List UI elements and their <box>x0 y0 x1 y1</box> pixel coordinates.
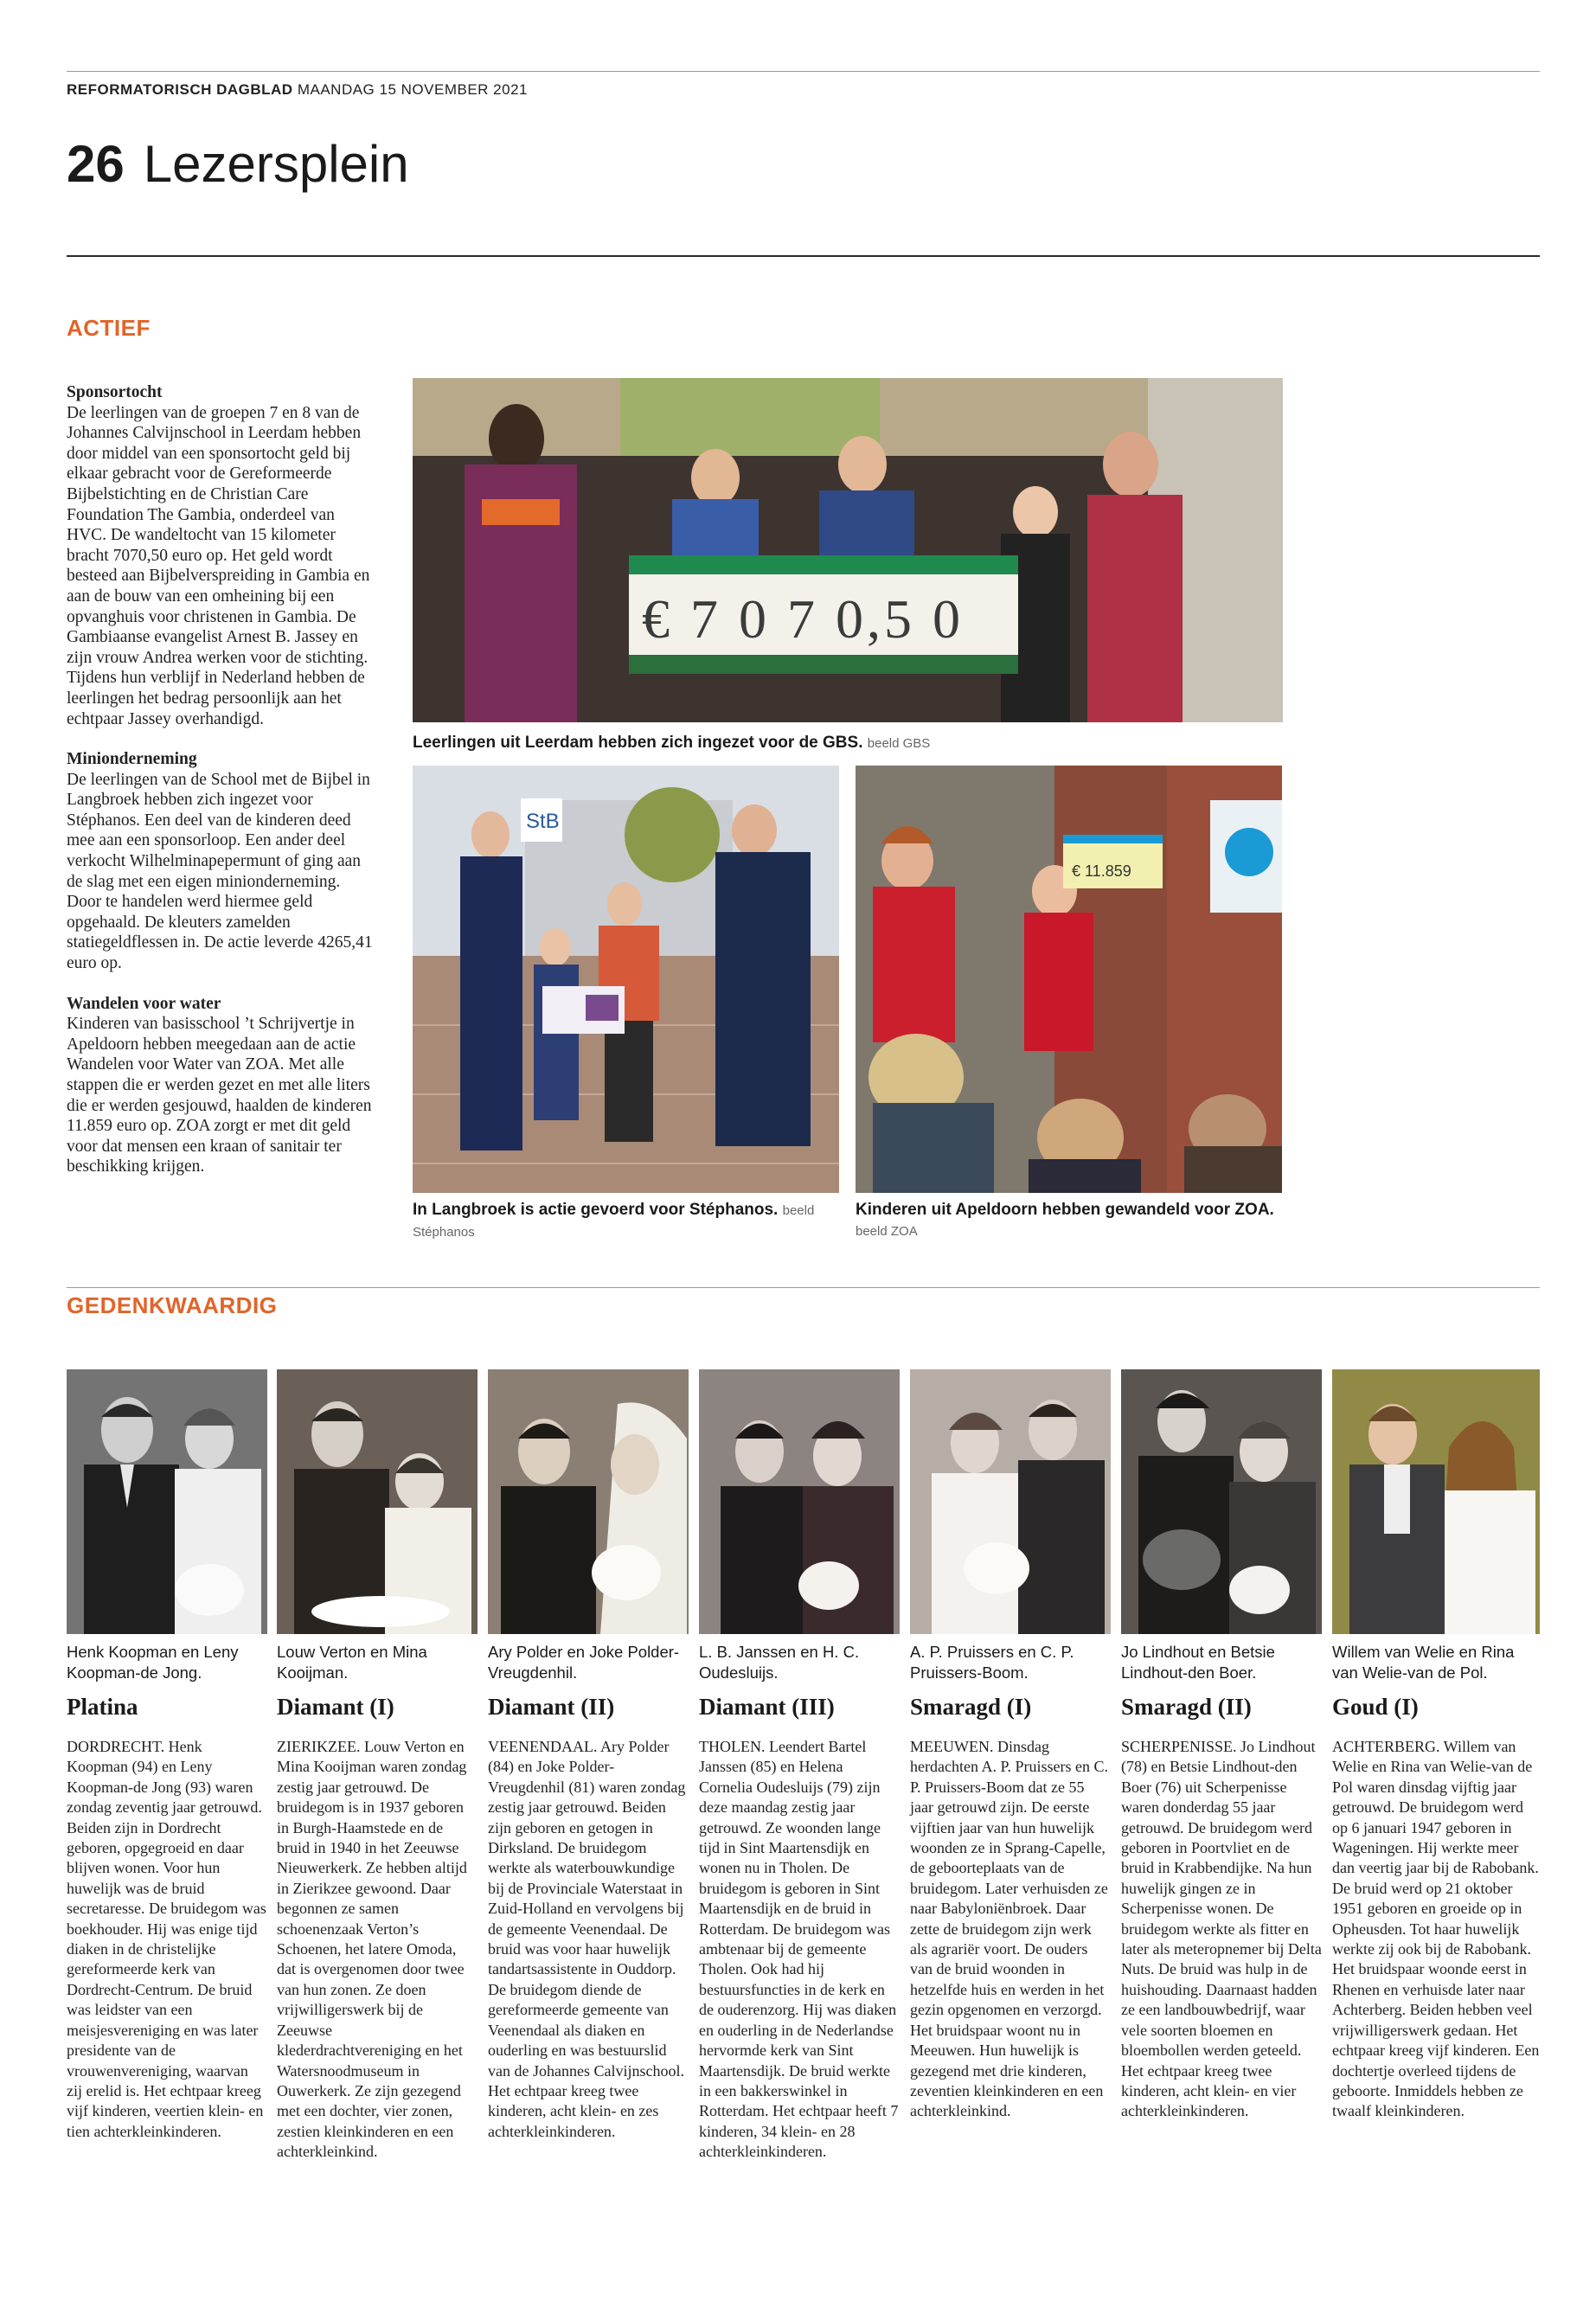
item-body: Kinderen van basisschool ’t Schrijvertje in Apeldoorn hebben meegedaan aan de actie Wandelen voor Water van ZOA. Met alle stappen die er werden gezet en met alle liters die er werden gesjouwd, haalden de kinderen 11.859 euro op. ZOA zorgt er met dit geld voor dat mensen een kraan of sanitair ter beschikking krijgen. <box>67 1015 372 1176</box>
wedding-photo <box>910 1369 1111 1634</box>
section-rule <box>67 1287 1540 1288</box>
anniversary-title: Diamant (III) <box>699 1694 835 1720</box>
photo-caption <box>413 733 1283 754</box>
wedding-caption: Ary Polder en Joke Polder-Vreugdenhil. <box>488 1643 680 1682</box>
page-title: Lezersplein <box>143 135 409 193</box>
wedding-photo <box>67 1369 267 1634</box>
wedding-caption: Jo Lindhout en Betsie Lindhout-den Boer. <box>1121 1643 1275 1682</box>
anniversary-text: VEENENDAAL. Ary Polder (84) en Joke Polder-Vreugdenhil (81) waren zondag zestig jaar getrouwd. Beiden zijn geboren en getogen in Dirksland. De bruidegom werkte als waterbouwkundige bij de Provinciale Waterstaat in Zuid-Holland en vervolgens bij de gemeente Veenendaal. De bruid was voor haar huwelijk tandartsassistente in Ouddorp. De bruidegom diende de gereformeerde gemeente van Veenendaal als diaken en ouderling en was bestuurslid van de Johannes Calvijnschool. Het echtpaar kreeg twee kinderen, acht klein- en zes achterkleinkinderen. <box>488 1738 686 2140</box>
anniversary-text: ZIERIKZEE. Louw Verton en Mina Kooijman waren zondag zestig jaar getrouwd. De bruidegom is in 1937 geboren in Burgh-Haamstede en de bruid in 1940 in het Zeeuwse Nieuwerkerk. Ze hebben altijd in Zierikzee gewoond. Daar begonnen ze samen schoenenzaak Verton’s Schoenen, het latere Omoda, dat is overgenomen door twee van hun zonen. Ze doen vrijwilligerswerk bij de Zeeuwse klederdrachtvereniging en het Watersnoodmuseum in Ouwerkerk. Ze zijn gezegend met een dochter, vier zonen, zestien kleinkinderen en een achterkleinkind. <box>277 1738 467 2161</box>
anniversary-text: THOLEN. Leendert Bartel Janssen (85) en Helena Cornelia Oudesluijs (79) zijn deze maandag zestig jaar getrouwd. Ze woonden lange tijd in Sint Maartensdijk en wonen nu in Tholen. De bruidegom is geboren in Sint Maartensdijk en de bruid in Rotterdam. De bruidegom was ambtenaar bij de gemeente Tholen. Ook had hij bestuursfuncties in de kerk en de ouderenzorg. Hij was diaken en ouderling in de Nederlandse hervormde kerk van Sint Maartensdijk. De bruid werkte in een bakkerswinkel in Rotterdam. Het echtpaar heeft 7 kinderen, 34 klein- en 28 achterkleinkinderen. <box>699 1738 899 2161</box>
anniversary-title: Platina <box>67 1694 138 1720</box>
wedding-caption: A. P. Pruissers en C. P. Pruissers-Boom. <box>910 1643 1074 1682</box>
photo-caption <box>413 1200 839 1243</box>
caption-text: Kinderen uit Apeldoorn hebben gewandeld voor ZOA. <box>856 1201 1274 1219</box>
wedding-caption: Willem van Welie en Rina van Welie-van de Pol. <box>1332 1643 1515 1682</box>
school-sign: StB <box>526 810 560 833</box>
masthead-date: MAANDAG 15 NOVEMBER 2021 <box>297 81 528 98</box>
wedding-photo <box>1121 1369 1322 1634</box>
masthead-paper: REFORMATORISCH DAGBLAD <box>67 81 293 98</box>
anniversary-text: ACHTERBERG. Willem van Welie en Rina van Welie-van de Pol waren dinsdag vijftig jaar getrouwd. De bruidegom werd op 6 januari 1947 geboren in Wageningen. Hij werkte meer dan veertig jaar bij de Rabobank. De bruid werd op 21 oktober 1951 geboren en groeide op in Opheusden. Tot haar huwelijk werkte zij ook bij de Rabobank. Het bruidspaar woonde eerst in Rhenen en verhuisde later naar Achterberg. Beiden hebben veel vrijwilligerswerk gedaan. Het echtpaar kreeg vijf kinderen. Een dochtertje overleed tijdens de geboorte. Inmiddels hebben ze twaalf kleinkinderen. <box>1332 1738 1540 2120</box>
heading-rule <box>67 255 1540 257</box>
cheque-board <box>629 555 1018 674</box>
top-rule <box>67 71 1540 72</box>
photo-caption <box>856 1200 1282 1242</box>
caption-credit: beeld Stéphanos <box>413 1203 815 1240</box>
cheque-amount: € 11.859 <box>1072 862 1131 880</box>
page-heading <box>67 135 409 193</box>
anniversary-text: MEEUWEN. Dinsdag herdachten A. P. Pruissers en C. P. Pruissers-Boom dat ze 55 jaar getrouwd zijn. De eerste vijftien jaar van hun huwelijk woonden ze in Sprang-Capelle, de geboorteplaats van de bruidegom. Later verhuisden ze naar Babyloniënbroek. Daar zette de bruidegom zijn werk als agrariër voort. De ouders van de bruid woonden in hetzelfde huis en werden in het gezin opgenomen en verzorgd. Het bruidspaar woont nu in Meeuwen. Hun huwelijk is gezegend met drie kinderen, zeventien kleinkinderen en een achterkleinkind. <box>910 1738 1108 2120</box>
photo-langbroek <box>413 766 839 1193</box>
section-label-gedenkwaardig: GEDENKWAARDIG <box>67 1292 278 1318</box>
wedding-caption: Louw Verton en Mina Kooijman. <box>277 1643 427 1682</box>
anniversary-title: Diamant (I) <box>277 1694 394 1720</box>
page-number: 26 <box>67 135 125 193</box>
item-heading: Sponsortocht <box>67 383 163 401</box>
cheque-amount: € 7 0 7 0,5 0 <box>642 588 964 650</box>
photo-apeldoorn <box>856 766 1282 1193</box>
anniversary-title: Smaragd (II) <box>1121 1694 1252 1720</box>
anniversary-text: DORDRECHT. Henk Koopman (94) en Leny Koopman-de Jong (93) waren zondag zeventig jaar getrouwd. Beiden zijn in Dordrecht geboren, opgegroeid en daar blijven wonen. Voor hun huwelijk was de bruid secretaresse. De bruidegom was boekhouder. Hij was enige tijd diaken in de christelijke gereformeerde kerk van Dordrecht-Centrum. De bruid was leidster van een meisjesvereniging en was later presidente van de vrouwenvereniging, waarvan zij erelid is. Het echtpaar kreeg vijf kinderen, veertien klein- en tien achterkleinkinderen. <box>67 1738 266 2140</box>
item-body: De leerlingen van de School met de Bijbel in Langbroek hebben zich ingezet voor Stéphanos. Een deel van de kinderen deed mee aan een sponsorloop. Een ander deel verkocht Wilhelminapepermunt of ging aan de slag met een eigen minionderneming. Door te handelen werd hiermee geld opgehaald. De kleuters zamelden statiegeldflessen in. De actie leverde 4265,41 euro op. <box>67 770 373 973</box>
anniversary-text: SCHERPENISSE. Jo Lindhout (78) en Betsie Lindhout-den Boer (76) uit Scherpenisse waren donderdag 55 jaar getrouwd. De bruidegom werd geboren in Poortvliet en de bruid in Krabbendijke. Na hun huwelijk gingen ze in Scherpenisse wonen. De bruidegom werkte als fitter en later als meteropnemer bij Delta Nuts. De bruid was hulp in de huishouding. Daarnaast hadden ze een landbouwbedrijf, waar vele soorten bloemen en bloembollen werden geteeld. Het echtpaar kreeg twee kinderen, acht klein- en vier achterkleinkinderen. <box>1121 1738 1322 2120</box>
masthead <box>67 81 528 99</box>
wedding-photo <box>277 1369 478 1634</box>
caption-text: Leerlingen uit Leerdam hebben zich ingezet voor de GBS. <box>413 734 863 752</box>
item-heading: Minionderneming <box>67 750 197 769</box>
anniversary-title: Goud (I) <box>1332 1694 1419 1720</box>
anniversary-title: Smaragd (I) <box>910 1694 1032 1720</box>
anniversary-title: Diamant (II) <box>488 1694 615 1720</box>
caption-credit: beeld ZOA <box>856 1224 918 1239</box>
section-label-actief: ACTIEF <box>67 315 151 341</box>
item-heading: Wandelen voor water <box>67 994 221 1013</box>
wedding-photo <box>699 1369 900 1634</box>
caption-text: In Langbroek is actie gevoerd voor Stéphanos. <box>413 1201 779 1219</box>
caption-credit: beeld GBS <box>867 736 931 751</box>
wedding-photo <box>1332 1369 1540 1634</box>
wedding-photo <box>488 1369 689 1634</box>
wedding-caption: L. B. Janssen en H. C. Oudesluijs. <box>699 1643 860 1682</box>
item-body: De leerlingen van de groepen 7 en 8 van de Johannes Calvijnschool in Leerdam hebben door middel van een sponsortocht geld bij elkaar gebracht voor de Gereformeerde Bijbelstichting en de Christian Care Foundation The Gambia, onderdeel van HVC. De wandeltocht van 15 kilometer bracht 7070,50 euro op. Het geld wordt besteed aan Bijbelverspreiding in Gambia en aan de bouw van een omheining bij een opvanghuis voor christenen in Gambia. De Gambiaanse evangelist Arnest B. Jassey en zijn vrouw Andrea werken voor de stichting. Tijdens hun verblijf in Nederland hebben de leerlingen het bedrag persoonlijk aan het echtpaar Jassey overhandigd. <box>67 403 370 728</box>
photo-leerdam <box>413 378 1283 722</box>
actief-text-column <box>67 382 374 1197</box>
wedding-caption: Henk Koopman en Leny Koopman-de Jong. <box>67 1643 239 1682</box>
